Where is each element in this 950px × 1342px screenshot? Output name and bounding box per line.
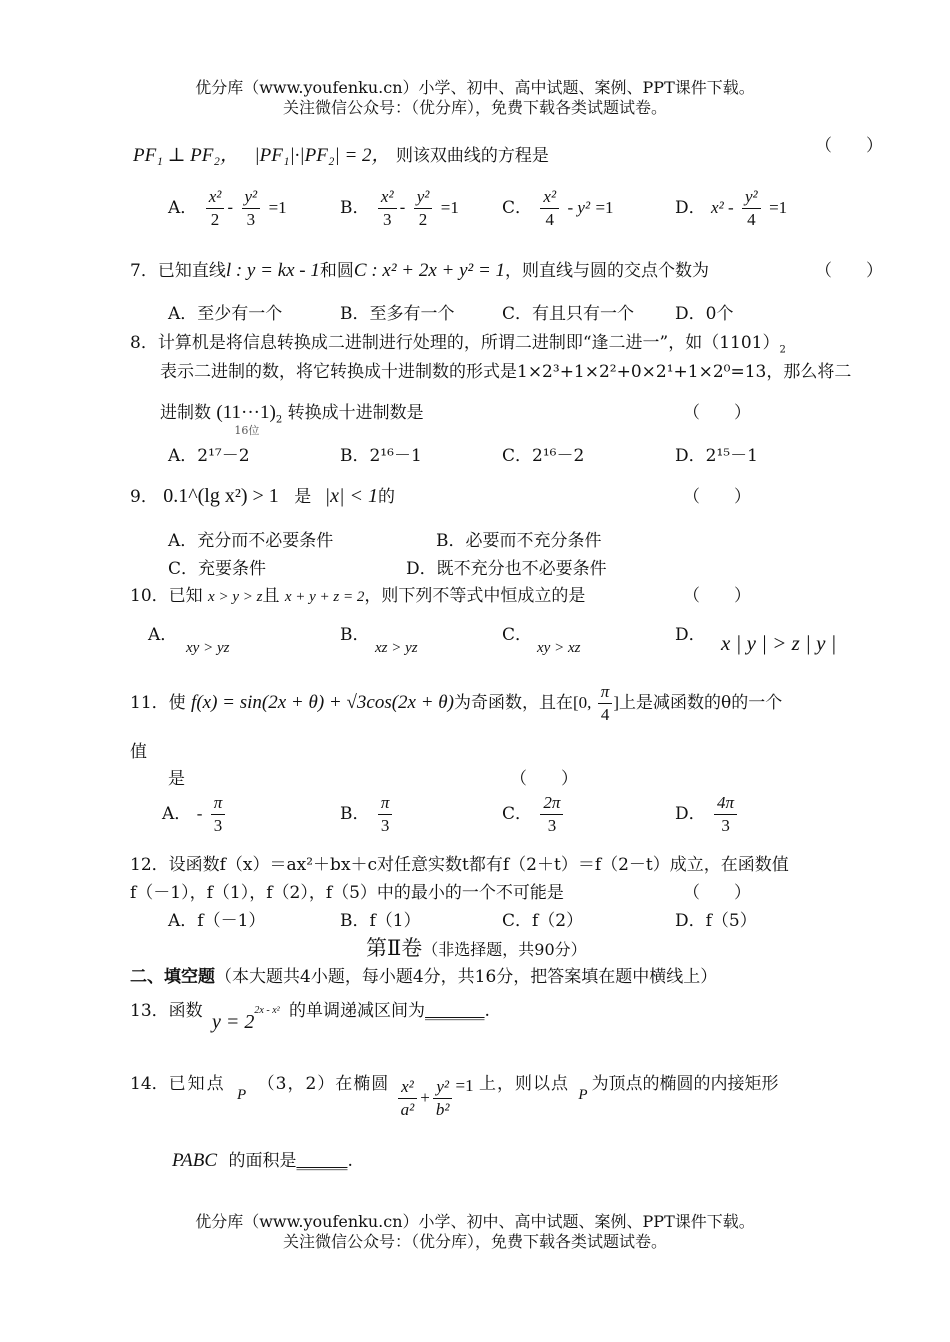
q9-option-d: D．既不充分也不必要条件 [406, 559, 607, 579]
q14-point-p: P [237, 1087, 247, 1103]
q6-option-a: A． $\frac{\text{x²}}{2}$ - $\frac{\text{y²}}{3}$ =1 [168, 187, 287, 229]
q11-stem: 11．使 f(x) = sin(2x + θ) + √3cos(2x + θ)为奇函数，且在[0, $\frac{\pi}{4}$ ]上是减函数的θ的一个 [130, 682, 783, 724]
q14-rect: PABC [172, 1150, 218, 1171]
q11-func: f(x) = sin(2x + θ) + √3cos(2x + θ) [191, 692, 454, 713]
q6-option-d: D． x² - $\frac{\text{y²}}{4}$ =1 [675, 187, 788, 229]
q6-condition [133, 140, 549, 167]
q7-option-c: C．有且只有一个 [502, 304, 635, 324]
q13-expr-base: y = 2 [212, 1011, 255, 1033]
q8-binary-under: 16位 [234, 423, 260, 437]
q8-option-b: B．2¹⁶－1 [340, 446, 422, 466]
part2-title: 第Ⅱ卷 [366, 936, 423, 960]
q11-option-d: D． $\frac{4\pi}{3}$ [675, 792, 740, 837]
q12-option-b: B．f（1） [340, 911, 421, 931]
q7-option-a: A．至少有一个 [168, 304, 283, 324]
q11-line-3: 是 [168, 769, 185, 789]
q9-cond: |x| < 1 [324, 485, 378, 507]
q9-paren: （ ） [683, 487, 751, 507]
q14-blank: ______ [296, 1151, 348, 1171]
q10-option-b: B． xz > yz [340, 625, 418, 656]
section2-note: （本大题共4小题，每小题4分，共16分，把答案填在题中横线上） [215, 967, 718, 987]
q7-stem: 7．已知直线l : y = kx - 1和圆C : x² + 2x + y² = 1，则直线与圆的交点个数为 [130, 260, 710, 281]
part2-heading [366, 932, 587, 962]
page-header [0, 78, 950, 118]
q7-circle-eq: C : x² + 2x + y² = 1 [353, 260, 506, 281]
q12-line-2: f（－1），f（1），f（2），f（5）中的最小的一个不可能是 [130, 883, 564, 903]
q11-option-a: A． - $\frac{\pi}{3}$ [162, 792, 228, 837]
q14-line-1: 14．已知点 P （3，2）在椭圆 $\frac{\text{x²}}{\text{a²}}$ + $\frac{\text{y²}}{\text{b²}}$ =1 上，则以点 P为顶点的椭圆的内接矩形 [130, 1074, 779, 1119]
q11-line-2: 值 [130, 742, 147, 762]
q10-paren: （ ） [683, 586, 751, 606]
q12-option-d: D．f（5） [675, 911, 757, 931]
header-line-2: 关注微信公众号：（优分库），免费下载各类试题试卷。 [282, 98, 667, 117]
q6-perp: PF₁ ⊥ PF₂， [133, 145, 240, 166]
q10-sum: x + y + z = 2 [284, 589, 365, 605]
q6-option-c: C． $\frac{\text{x²}}{4}$ - y² =1 [502, 187, 614, 229]
q6-paren: （ ） [815, 136, 883, 156]
q10-option-c: C． xy > xz [502, 625, 581, 656]
q8-line-3: 进制数 $(11\cdot\cdot\cdot 1)_2$ 16位 转换成十进制数是 [160, 401, 424, 437]
header-line-1: 优分库（www.youfenku.cn）小学、初中、高中试题、案例、PPT课件下载。 [195, 78, 755, 97]
section2-heading [130, 962, 717, 987]
q13-blank: _______ [425, 1001, 485, 1021]
q12-option-c: C．f（2） [502, 911, 584, 931]
q9-option-b: B．必要而不充分条件 [436, 531, 602, 551]
q11-paren: （ ） [510, 769, 578, 789]
q6-option-b: B． $\frac{\text{x²}}{3}$ - $\frac{\text{y²}}{2}$ =1 [340, 187, 459, 229]
q8-line-2: 表示二进制的数，将它转换成十进制数的形式是1×2³+1×2²+0×2¹+1×2⁰=13，那么将二 [160, 362, 852, 382]
q12-paren: （ ） [683, 883, 751, 903]
q10-option-d: D． x | y | > z | y | [675, 625, 837, 655]
q11-option-b: B． $\frac{\pi}{3}$ [340, 792, 395, 837]
q9-option-a: A．充分而不必要条件 [168, 531, 334, 551]
q7-paren: （ ） [815, 261, 883, 281]
q9-expr: 0.1^(lg x²) > 1 [163, 485, 279, 507]
q10-stem: 10．已知 x > y > z且 x + y + z = 2，则下列不等式中恒成立的是 [130, 586, 586, 606]
q13-stem: 13．函数 $y = 2^{2x - x^2}$ 的单调递减区间为_______. [130, 1001, 490, 1033]
q7-line-eq: l : y = kx - 1 [225, 260, 320, 281]
q10-option-a: A． xy > yz [148, 625, 230, 656]
q8-binary: (11···1) [216, 401, 276, 423]
section2-title: 二、填空题 [130, 967, 215, 987]
q13-expr-exp: 2x - x² [254, 1005, 280, 1017]
page-footer [0, 1212, 950, 1252]
q12-option-a: A．f（－1） [168, 911, 266, 931]
q6-product: |PF₁|·|PF₂| = 2， [254, 145, 391, 166]
q12-line-1: 12．设函数f（x）＝ax²＋bx＋c对任意实数t都有f（2＋t）＝f（2－t）成立，在函数值 [130, 855, 789, 875]
q11-option-c: C． $\frac{2\pi}{3}$ [502, 792, 566, 837]
footer-line-2: 关注微信公众号：（优分库），免费下载各类试题试卷。 [282, 1232, 667, 1251]
q14-line-2: PABC 的面积是______. [172, 1150, 353, 1171]
part2-note: （非选择题，共90分） [422, 940, 587, 959]
q8-option-a: A．2¹⁷－2 [168, 446, 250, 466]
q9-option-c: C．充要条件 [168, 559, 267, 579]
q7-option-b: B．至多有一个 [340, 304, 455, 324]
q8-paren: （ ） [683, 403, 751, 423]
q7-option-d: D．0个 [675, 304, 734, 324]
q8-option-c: C．2¹⁶－2 [502, 446, 585, 466]
q8-option-d: D．2¹⁵－1 [675, 446, 758, 466]
q10-ineq: x > y > z [208, 589, 263, 605]
q8-line-1: 8．计算机是将信息转换成二进制进行处理的，所谓二进制即“逢二进一”，如$(1101)_2$ [130, 333, 786, 356]
q9-stem: 9． 0.1^(lg x²) > 1 是 |x| < 1的 [130, 485, 395, 507]
q6-text: 则该双曲线的方程是 [395, 146, 549, 166]
q14-point-p-2: P [578, 1087, 588, 1103]
footer-line-1: 优分库（www.youfenku.cn）小学、初中、高中试题、案例、PPT课件下载。 [195, 1212, 755, 1231]
